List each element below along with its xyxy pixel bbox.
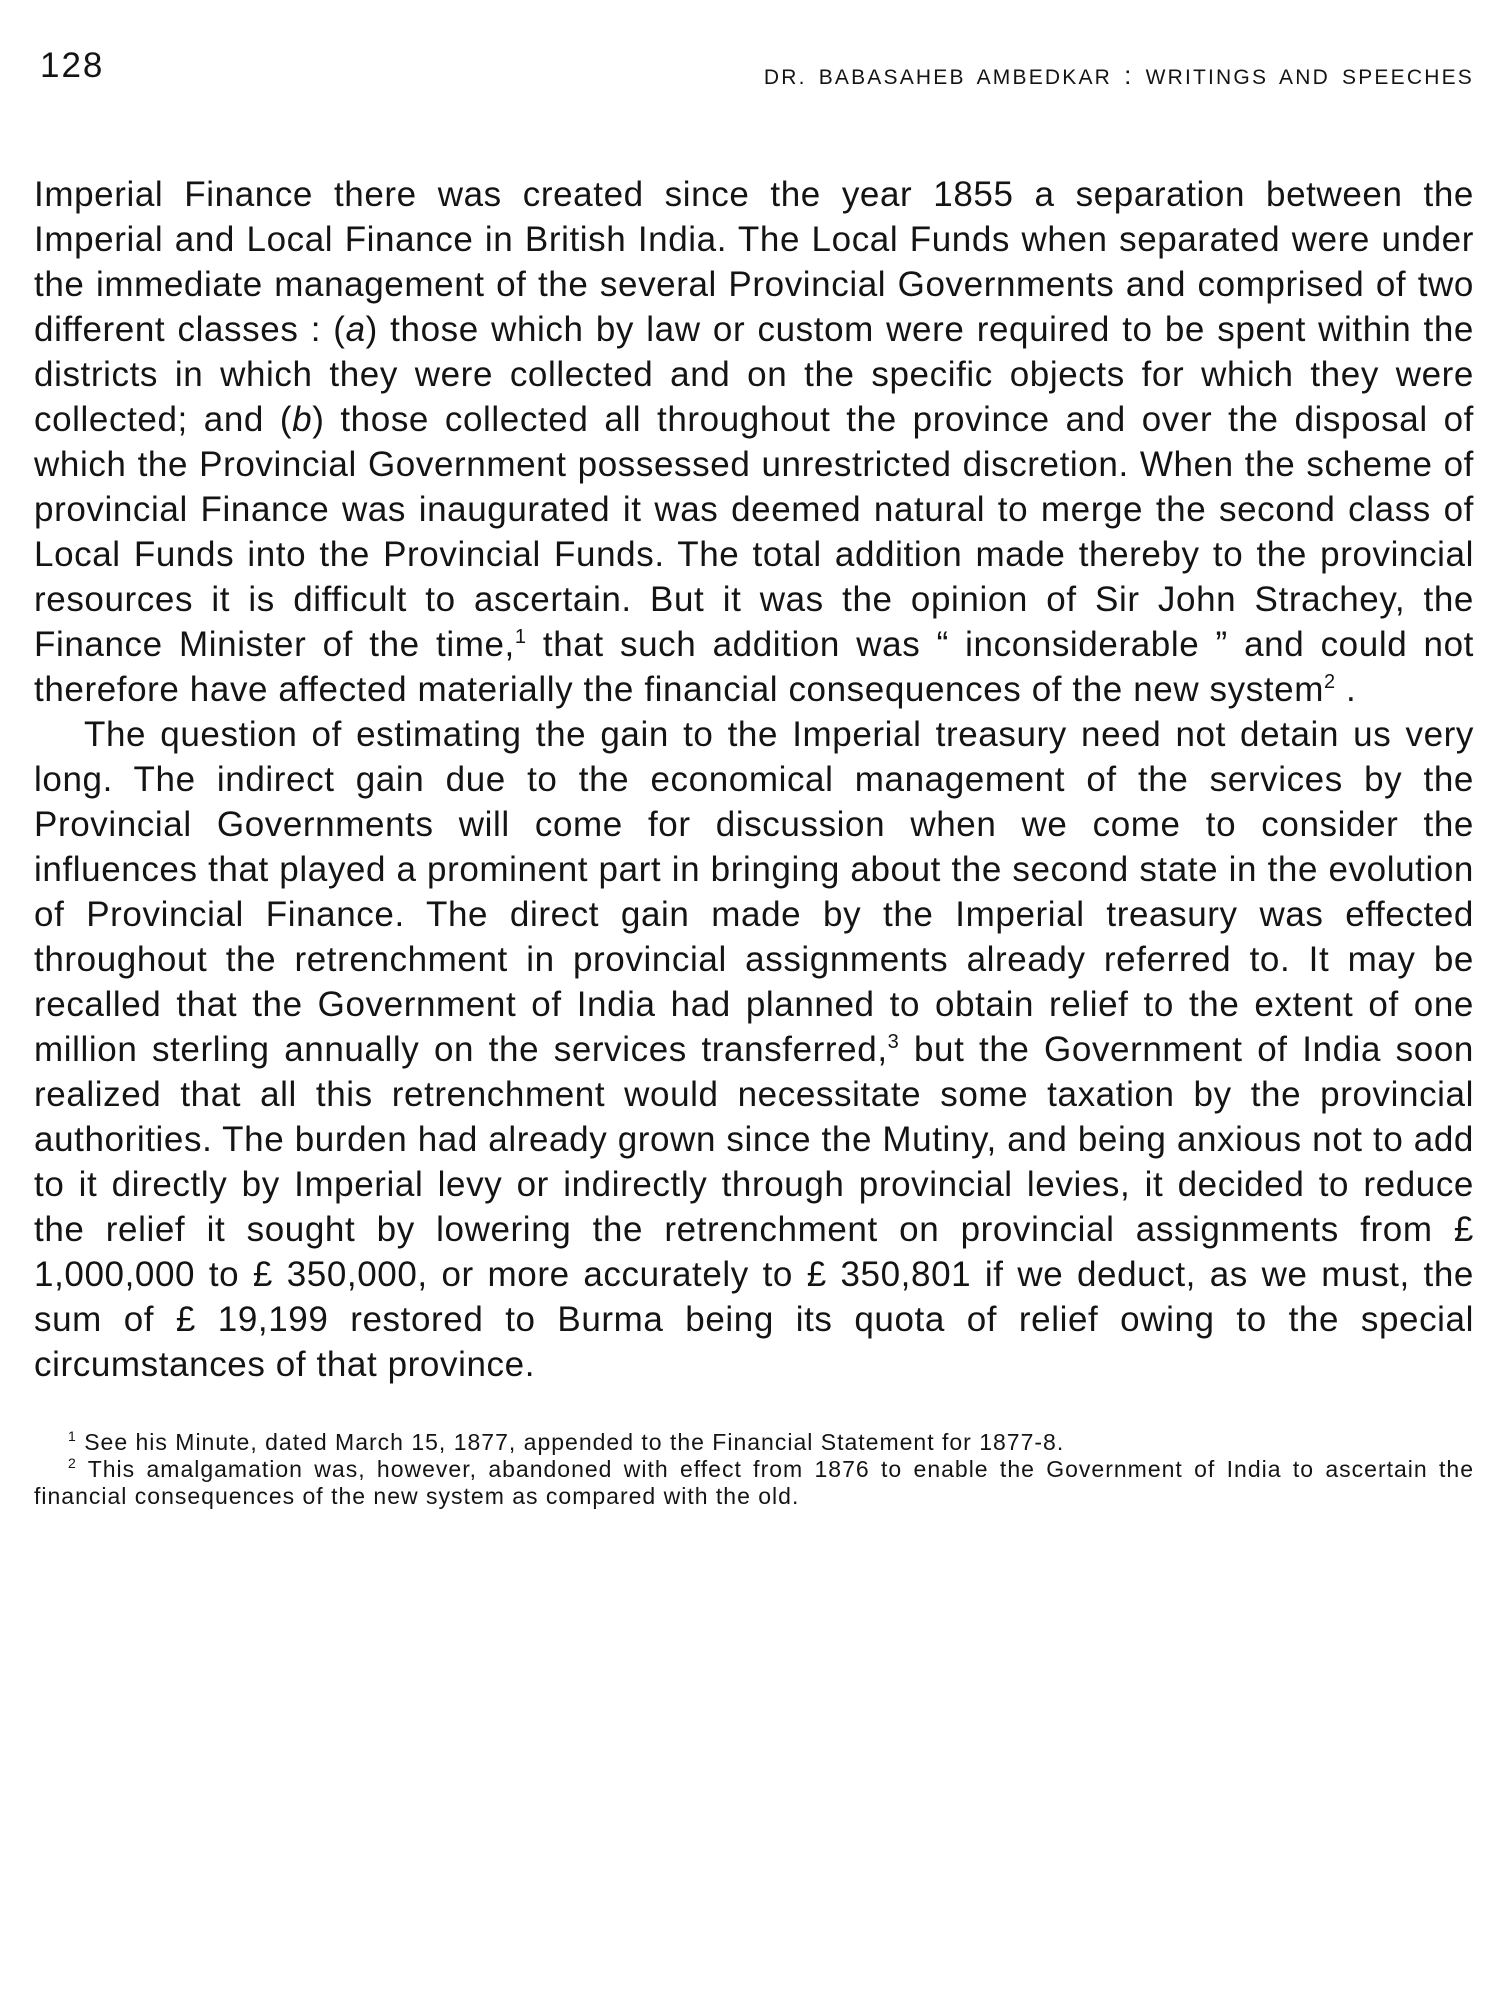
paragraph-1-part-1: Imperial Finance there was created since the year 1855 a separation between the Imperial and Local Finance in British India. The Local Funds when separated were under the immediate management of the several Provincial Governments and comprised of two different classes : (: [34, 175, 1474, 349]
paragraph-1-part-4: that such addition was “ inconsiderable ” and could not therefore have affected materially the financial consequences of the new system: [34, 625, 1475, 709]
running-head: [764, 60, 1474, 91]
paragraph-1-part-3: ) those collected all throughout the province and over the disposal of which the Provincial Government possessed unrestricted discretion. When the scheme of provincial Finance was inaugurated it was deemed natural to merge the second class of Local Funds into the Provincial Funds. The total addition made thereby to the provincial resources it is difficult to ascertain. But it was the opinion of Sir John Strachey, the Finance Minister of the time,: [34, 400, 1474, 664]
footnote-1-marker: 1: [68, 1428, 77, 1444]
paragraph-1-part-2: ) those which by law or custom were required to be spent within the districts in which they were collected and on the specific objects for which they were collected; and (: [34, 310, 1474, 439]
footnote-2-marker: 2: [68, 1455, 77, 1471]
paragraph-2: [34, 712, 1474, 1387]
footnote-2-text: This amalgamation was, however, abandoned with effect from 1876 to enable the Government of India to ascertain the financial consequences of the new system as compared with the old.: [34, 1456, 1474, 1509]
footnote-2: [34, 1456, 1474, 1510]
paragraph-2-part-1: The question of estimating the gain to the Imperial treasury need not detain us very long. The indirect gain due to the economical management of the services by the Provincial Governments will come for discussion when we come to consider the influences that played a prominent part in bringing about the second state in the evolution of Provincial Finance. The direct gain made by the Imperial treasury was effected throughout the retrenchment in provincial assignments already referred to. It may be recalled that the Government of India had planned to obtain relief to the extent of one million sterling annually on the services transferred,: [34, 715, 1474, 1069]
paragraph-1: [34, 172, 1474, 712]
footnote-1: [34, 1429, 1474, 1456]
body-text: [34, 172, 1474, 1387]
paragraph-1-part-5: .: [1335, 670, 1357, 709]
footnote-ref-1: 1: [514, 626, 527, 648]
page-number: 128: [40, 46, 105, 85]
running-head-colon: :: [1124, 60, 1134, 90]
book-page: [34, 46, 1474, 1956]
footnote-ref-2: 2: [1323, 671, 1336, 693]
paragraph-2-part-2: but the Government of India soon realized that all this retrenchment would necessitate some taxation by the provincial authorities. The burden had already grown since the Mutiny, and being anxious not to add to it directly by Imperial levy or indirectly through provincial levies, it decided to reduce the relief it sought by lowering the retrenchment on provincial assignments from £ 1,000,000 to £ 350,000, or more accurately to £ 350,801 if we deduct, as we must, the sum of £ 19,199 restored to Burma being its quota of relief owing to the special circumstances of that province.: [34, 1030, 1474, 1384]
footnote-ref-3: 3: [887, 1031, 900, 1053]
running-head-author: DR. BABASAHEB AMBEDKAR: [763, 66, 1113, 89]
item-label-a: a: [345, 310, 366, 349]
page-header: [34, 46, 1474, 96]
running-head-title: WRITINGS AND SPEECHES: [1145, 66, 1474, 89]
item-label-b: b: [292, 400, 313, 439]
footnotes: [34, 1429, 1474, 1510]
footnote-1-text: See his Minute, dated March 15, 1877, appended to the Financial Statement for 1877-8.: [84, 1429, 1065, 1455]
